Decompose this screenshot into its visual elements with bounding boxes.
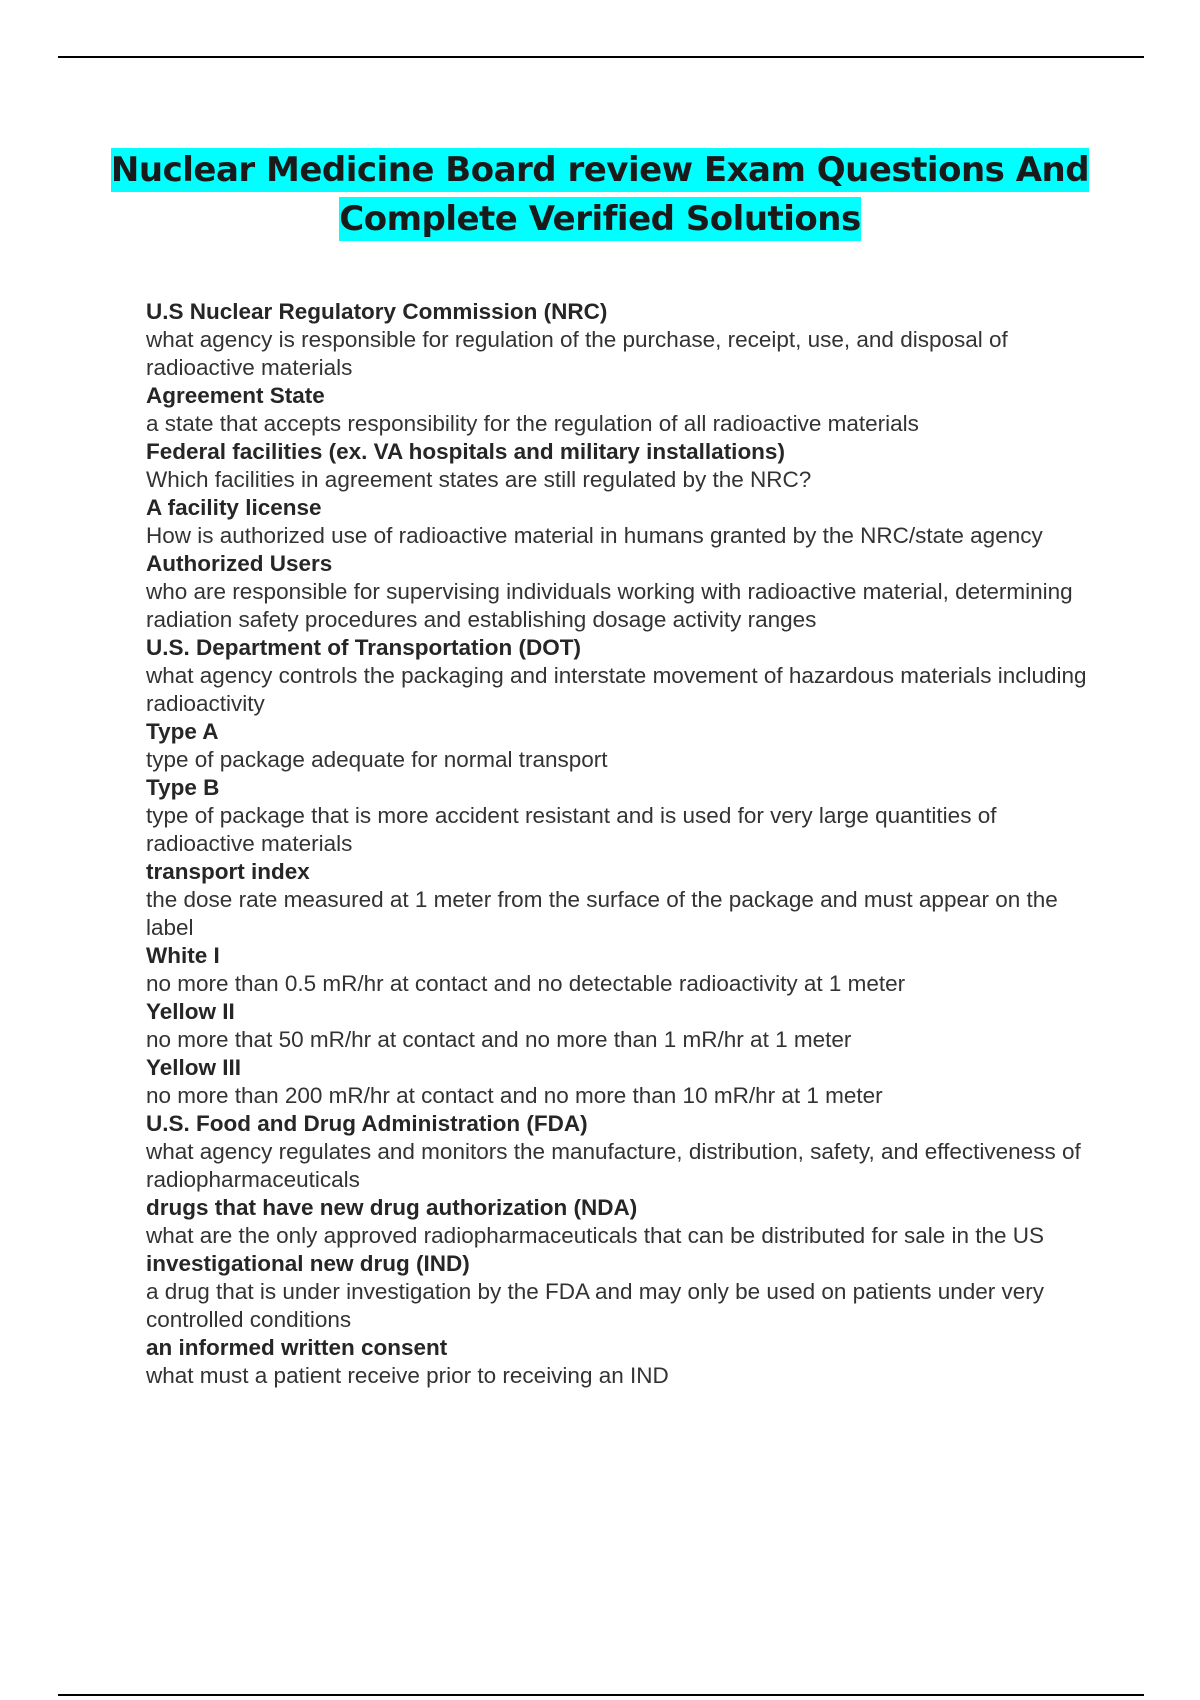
- qa-definition: no more that 50 mR/hr at contact and no more than 1 mR/hr at 1 meter: [146, 1027, 852, 1052]
- qa-entry: [146, 858, 1096, 942]
- qa-entry: [146, 550, 1096, 634]
- qa-entry: [146, 1054, 1096, 1110]
- qa-definition: type of package that is more accident resistant and is used for very large quantities of radioactive materials: [146, 803, 997, 856]
- qa-entry: [146, 438, 1096, 494]
- qa-term: A facility license: [146, 495, 322, 520]
- qa-term: Type B: [146, 775, 220, 800]
- qa-entry: [146, 1334, 1096, 1390]
- qa-term: an informed written consent: [146, 1335, 448, 1360]
- title-line-2: Complete Verified Solutions: [339, 199, 861, 239]
- qa-definition: what agency controls the packaging and interstate movement of hazardous materials including radioactivity: [146, 663, 1087, 716]
- qa-entry: [146, 634, 1096, 718]
- qa-definition: How is authorized use of radioactive material in humans granted by the NRC/state agency: [146, 523, 1043, 548]
- qa-term: U.S. Food and Drug Administration (FDA): [146, 1111, 588, 1136]
- qa-definition: no more than 200 mR/hr at contact and no more than 10 mR/hr at 1 meter: [146, 1083, 883, 1108]
- qa-term: Federal facilities (ex. VA hospitals and military installations): [146, 439, 785, 464]
- qa-list: [146, 298, 1096, 1390]
- qa-entry: [146, 298, 1096, 382]
- qa-term: Yellow III: [146, 1055, 242, 1080]
- top-rule: [58, 56, 1144, 58]
- qa-definition: no more than 0.5 mR/hr at contact and no detectable radioactivity at 1 meter: [146, 971, 906, 996]
- qa-term: U.S Nuclear Regulatory Commission (NRC): [146, 299, 608, 324]
- qa-term: drugs that have new drug authorization (NDA): [146, 1195, 638, 1220]
- qa-term: Yellow II: [146, 999, 235, 1024]
- qa-entry: [146, 1194, 1096, 1250]
- qa-term: transport index: [146, 859, 310, 884]
- qa-definition: a state that accepts responsibility for the regulation of all radioactive materials: [146, 411, 919, 436]
- qa-definition: Which facilities in agreement states are still regulated by the NRC?: [146, 467, 812, 492]
- qa-entry: [146, 1110, 1096, 1194]
- qa-term: Agreement State: [146, 383, 325, 408]
- qa-entry: [146, 494, 1096, 550]
- qa-definition: what are the only approved radiopharmaceuticals that can be distributed for sale in the US: [146, 1223, 1045, 1248]
- qa-entry: [146, 718, 1096, 774]
- qa-definition: what agency regulates and monitors the manufacture, distribution, safety, and effectiveness of radiopharmaceuticals: [146, 1139, 1081, 1192]
- qa-term: Authorized Users: [146, 551, 333, 576]
- bottom-rule: [58, 1694, 1144, 1696]
- qa-entry: [146, 382, 1096, 438]
- qa-definition: what must a patient receive prior to receiving an IND: [146, 1363, 669, 1388]
- qa-definition: who are responsible for supervising individuals working with radioactive material, determining radiation safety procedures and establishing dosage activity ranges: [146, 579, 1073, 632]
- qa-entry: [146, 998, 1096, 1054]
- qa-definition: type of package adequate for normal transport: [146, 747, 608, 772]
- qa-definition: a drug that is under investigation by the FDA and may only be used on patients under very controlled conditions: [146, 1279, 1045, 1332]
- qa-term: White I: [146, 943, 220, 968]
- qa-entry: [146, 1250, 1096, 1334]
- qa-term: Type A: [146, 719, 219, 744]
- title-line-1: Nuclear Medicine Board review Exam Questions And: [110, 150, 1090, 190]
- qa-definition: what agency is responsible for regulation of the purchase, receipt, use, and disposal of radioactive materials: [146, 327, 1008, 380]
- qa-entry: [146, 774, 1096, 858]
- document-title: [100, 146, 1100, 244]
- qa-entry: [146, 942, 1096, 998]
- qa-definition: the dose rate measured at 1 meter from the surface of the package and must appear on the label: [146, 887, 1058, 940]
- qa-term: investigational new drug (IND): [146, 1251, 470, 1276]
- qa-term: U.S. Department of Transportation (DOT): [146, 635, 582, 660]
